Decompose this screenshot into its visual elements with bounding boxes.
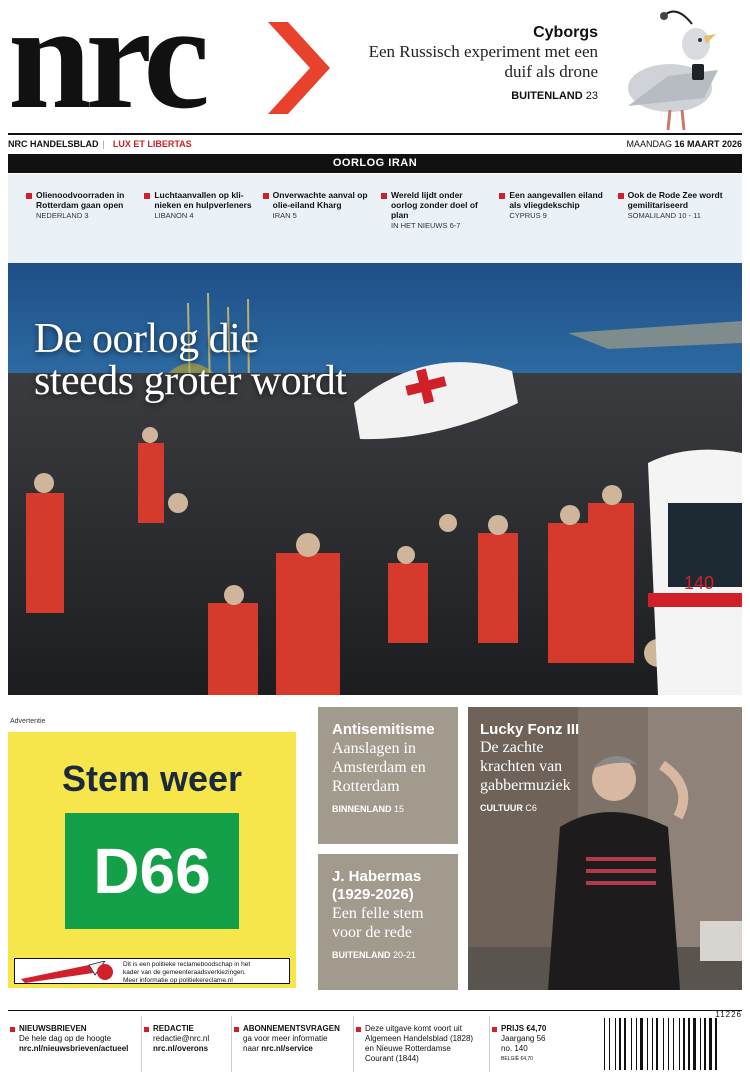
story-ref: BINNENLAND 15 <box>332 804 405 814</box>
red-square-bullet-icon <box>618 193 624 199</box>
footer-newsletters[interactable]: NIEUWSBRIEVEN De hele dag op de hoogte nrc.nl/nieuwsbrieven/actueel <box>8 1016 142 1072</box>
cyborg-teaser[interactable] <box>368 24 598 102</box>
footer-subscriptions[interactable]: ABONNEMENTSVRAGEN ga voor meer informatie naar nrc.nl/service <box>232 1016 354 1072</box>
red-square-bullet-icon <box>144 193 150 199</box>
section-banner: OORLOG IRAN <box>8 154 742 173</box>
barcode <box>602 1012 742 1072</box>
pencil-icon <box>19 961 115 983</box>
nrc-logo[interactable] <box>8 0 328 140</box>
story-kicker: Antisemitisme <box>332 721 435 738</box>
ad-headline: Stem weer <box>61 758 243 799</box>
footer-editorial[interactable]: REDACTIE redactie@nrc.nl nrc.nl/overons <box>142 1016 232 1072</box>
d66-advertisement[interactable] <box>8 732 296 988</box>
story-kicker: J. Habermas (1929-2026) <box>332 868 422 903</box>
red-square-bullet-icon <box>356 1027 361 1032</box>
story-kicker: Lucky Fonz III <box>480 721 580 738</box>
strip-item[interactable]: Luchtaanvallen op kli-nieken en hulpverleners LIBANON 4 <box>142 190 260 230</box>
red-square-bullet-icon <box>263 193 269 199</box>
ambulance-number: 140 <box>684 573 715 593</box>
story-ref: BUITENLAND 20-21 <box>332 950 417 960</box>
issue-date: MAANDAG 16 MAART 2026 <box>626 139 742 149</box>
logo-wordmark: nrc <box>8 0 204 140</box>
red-square-bullet-icon <box>26 193 32 199</box>
red-square-bullet-icon <box>144 1027 149 1032</box>
red-square-bullet-icon <box>499 193 505 199</box>
strip-item[interactable]: Ook de Rode Zee wordt gemilitariseerd SOMALILAND 10 - 11 <box>616 190 734 230</box>
footer-rule <box>8 1010 742 1011</box>
habermas-story[interactable] <box>318 854 458 990</box>
masthead-info: NRC HANDELSBLAD | LUX ET LIBERTAS MAANDAG 16 MAART 2026 <box>8 139 742 153</box>
chevron-right-icon <box>268 22 330 114</box>
ad-party-box: D66 <box>65 813 239 929</box>
motto: LUX ET LIBERTAS <box>112 139 192 149</box>
main-headline[interactable]: De oorlog die steeds groter wordt <box>34 316 347 404</box>
ad-disclaimer: Dit is een politieke reclameboodschap in het kader van de gemeenteraadsverkiezingen. Meer informatie op politiekereclame.nl <box>14 958 290 984</box>
teaser-kicker: Cyborgs <box>533 24 598 41</box>
red-square-bullet-icon <box>234 1027 239 1032</box>
pigeon-photo <box>608 6 728 134</box>
paper-name: NRC HANDELSBLAD <box>8 139 99 149</box>
ad-label: Advertentie <box>10 718 46 725</box>
red-square-bullet-icon <box>492 1027 497 1032</box>
strip-item[interactable]: Een aangevallen eiland als vliegdekschip CYPRUS 9 <box>497 190 615 230</box>
footer-price: PRIJS €4,70 Jaargang 56 no. 140 BELGIË €4,70 <box>490 1016 580 1072</box>
red-square-bullet-icon <box>381 193 387 199</box>
strip-item[interactable]: Onverwachte aanval op olie-eiland Kharg IRAN 5 <box>261 190 379 230</box>
footer <box>8 1016 598 1072</box>
barcode-number: 11226 <box>715 1010 742 1019</box>
strip-item[interactable]: Olienoodvoorraden in Rotterdam gaan open NEDERLAND 3 <box>24 190 142 230</box>
teaser-ref: BUITENLAND 23 <box>511 90 598 102</box>
headline-strip <box>8 174 742 264</box>
teaser-body: Een Russisch experiment met een duif als drone <box>368 42 598 81</box>
strip-item[interactable]: Wereld lijdt onder oorlog zonder doel of plan IN HET NIEUWS 6-7 <box>379 190 497 230</box>
story-ref: CULTUUR C6 <box>480 803 537 813</box>
story-body: Aanslagen in Amsterdam en Rotterdam <box>332 740 426 795</box>
story-body: Een felle stem voor de rede <box>332 905 424 941</box>
antisemitism-story[interactable] <box>318 707 458 844</box>
story-body: De zachte krachten van gabbermuziek <box>480 739 571 794</box>
masthead-rule <box>8 133 742 135</box>
footer-history: Deze uitgave komt voort uit Algemeen Handelsblad (1828) en Nieuwe Rotterdamse Courant (1844) <box>354 1016 490 1072</box>
lucky-fonz-story[interactable] <box>468 707 742 990</box>
red-square-bullet-icon <box>10 1027 15 1032</box>
